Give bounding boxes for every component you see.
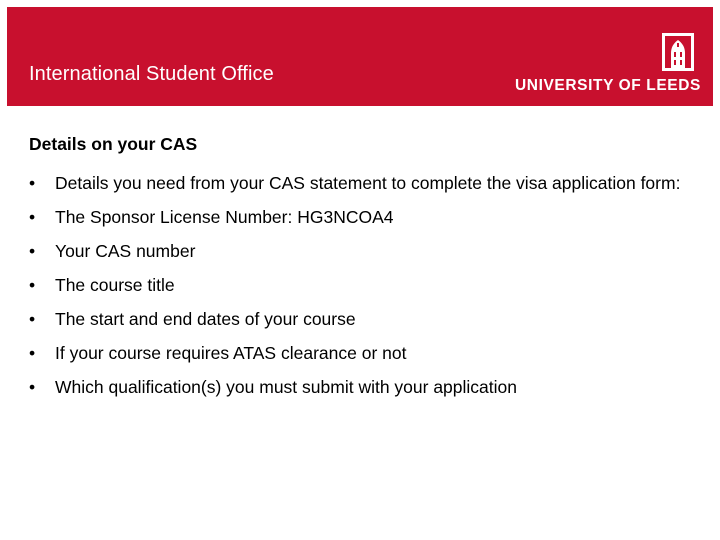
header-title: International Student Office: [29, 63, 274, 85]
university-logo: [512, 33, 702, 103]
list-item: [29, 376, 689, 398]
bullet-icon: •: [29, 275, 36, 295]
bullet-icon: •: [29, 241, 36, 261]
bullet-list: [29, 172, 689, 398]
list-item-text: Which qualification(s) you must submit with your application: [55, 377, 517, 397]
list-item-text: The start and end dates of your course: [55, 309, 356, 329]
bullet-icon: •: [29, 309, 36, 329]
university-logo-text: UNIVERSITY OF LEEDS: [515, 77, 701, 94]
bullet-icon: •: [29, 343, 36, 363]
slide-content: [29, 132, 689, 410]
list-item: [29, 172, 689, 194]
list-item: [29, 274, 689, 296]
header-banner: [7, 7, 713, 106]
list-item: [29, 240, 689, 262]
section-title: Details on your CAS: [29, 134, 198, 154]
university-crest-icon: [662, 33, 694, 71]
list-item-text: If your course requires ATAS clearance or not: [55, 343, 407, 363]
list-item-text: The Sponsor License Number: HG3NCOA4: [55, 207, 394, 227]
bullet-icon: •: [29, 377, 36, 397]
list-item-text: Your CAS number: [55, 241, 196, 261]
bullet-icon: •: [29, 173, 36, 193]
bullet-icon: •: [29, 207, 36, 227]
list-item-text: The course title: [55, 275, 175, 295]
list-item: [29, 342, 689, 364]
list-item: [29, 206, 689, 228]
list-item: [29, 308, 689, 330]
list-item-text: Details you need from your CAS statement to complete the visa application form:: [55, 173, 681, 193]
